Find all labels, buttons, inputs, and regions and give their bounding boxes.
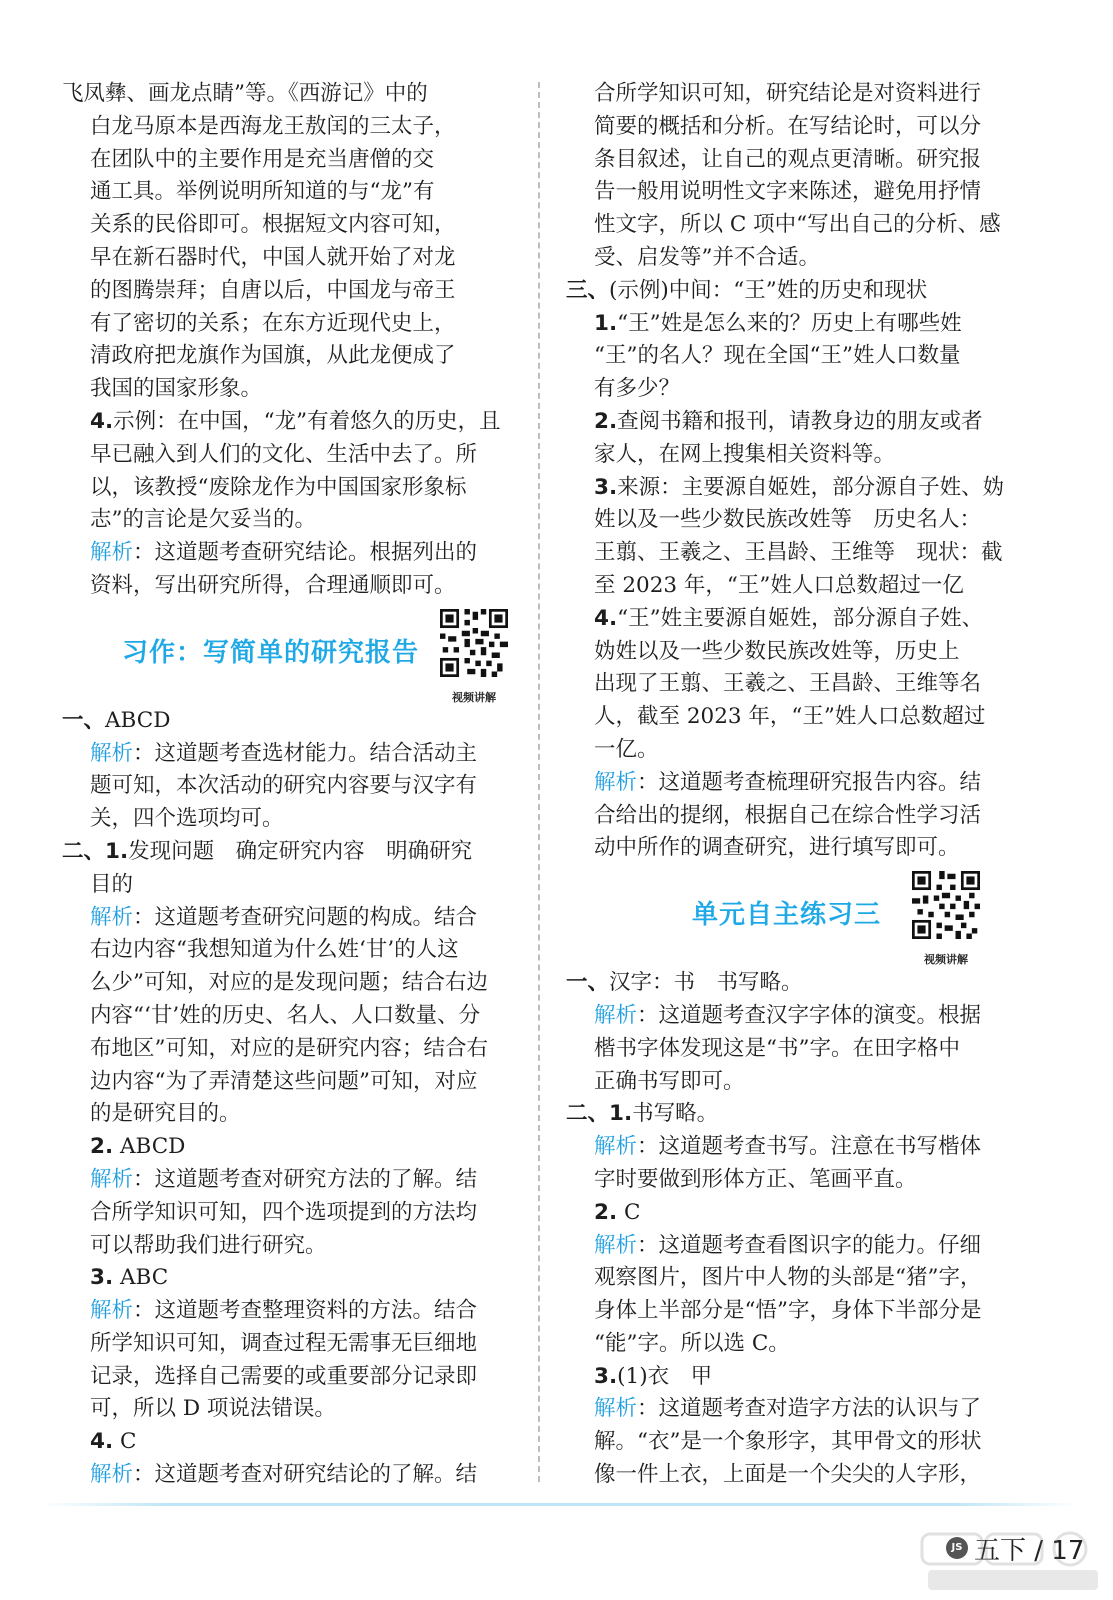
text-line: 清政府把龙旗作为国旗，从此龙便成了: [90, 343, 456, 369]
question-number: 4.: [90, 1429, 114, 1455]
analysis-label: 解析: [90, 1298, 134, 1324]
page-number: [946, 1528, 1084, 1568]
conclusion-paragraph: [566, 78, 1018, 275]
text-line: 早已融入到人们的文化、生活中去了。所: [90, 441, 478, 467]
answer-text: C: [623, 1199, 641, 1225]
text-line: 合给出的提纲，根据自己在综合性学习活: [594, 802, 982, 828]
text-line: ：这道题考查看图识字的能力。仔细: [637, 1232, 982, 1258]
text-line: 身体上半部分是“悟”字，身体下半部分是: [594, 1298, 982, 1324]
question-number: 2.: [594, 1199, 618, 1225]
text-line: 有多少？: [594, 376, 681, 402]
analysis-label: 解析: [594, 1232, 638, 1258]
footer-rule: [40, 1503, 1080, 1506]
analysis-label: 解析: [594, 1134, 638, 1160]
answer-text: C: [119, 1429, 137, 1455]
text-line: 关系的民俗即可。根据短文内容可知，: [90, 212, 456, 238]
qr-caption: 视频讲解: [924, 952, 968, 966]
column-divider: [538, 82, 540, 1482]
section-title: 单元自主练习三: [692, 900, 882, 931]
question-number: 4.: [90, 408, 114, 434]
text-line: 性文字，所以 C 项中“写出自己的分析、感: [594, 212, 1001, 238]
text-line: 合所学知识可知，研究结论是对资料进行: [594, 81, 982, 106]
text-line: ：这道题考查对研究结论的了解。结: [133, 1462, 478, 1488]
text-line: ：这道题考查梳理研究报告内容。结: [637, 769, 982, 795]
text-line: 么少”可知，对应的是发现问题；结合右边: [90, 970, 488, 996]
text-line: 所学知识可知，调查过程无需事无巨细地: [90, 1330, 478, 1356]
text-line: 告一般用说明性文字来陈述，避免用抒情: [594, 179, 982, 205]
section-header-writing: [62, 609, 512, 704]
text-line: 志”的言论是欠妥当的。: [90, 507, 316, 533]
text-line: “能”字。所以选 C。: [594, 1330, 790, 1356]
analysis-label: 解析: [90, 1462, 134, 1488]
part-prefix: 三、: [566, 277, 610, 303]
text-line: (示例)中间：“王”姓的历史和现状: [609, 277, 928, 303]
unit-part-one: [566, 967, 1018, 1098]
text-line: 有了密切的关系；在东方近现代史上，: [90, 310, 456, 336]
text-line: 可以帮助我们进行研究。: [90, 1232, 327, 1258]
text-line: 资料，写出研究所得，合理通顺即可。: [90, 572, 456, 598]
analysis-label: 解析: [90, 540, 134, 566]
text-line: 字时要做到形体方正、笔画平直。: [594, 1166, 917, 1192]
answer-text: 汉字：书 书写略。: [609, 970, 803, 996]
part-prefix: 二、: [566, 1101, 610, 1127]
text-line: 动中所作的调查研究，进行填写即可。: [594, 835, 960, 861]
text-line: 正确书写即可。: [594, 1068, 745, 1094]
text-line: 楷书字体发现这是“书”字。在田字格中: [594, 1035, 960, 1061]
analysis-label: 解析: [90, 740, 134, 766]
part-one: [62, 705, 512, 836]
analysis-label: 解析: [90, 1166, 134, 1192]
qr-code-icon[interactable]: [912, 871, 980, 939]
right-column: [566, 78, 1018, 1492]
section-title: 习作：写简单的研究报告: [122, 637, 420, 668]
text-line: 题可知，本次活动的研究内容要与汉字有: [90, 773, 478, 799]
text-line: 的是研究目的。: [90, 1101, 241, 1127]
dragon-paragraph: [62, 78, 512, 406]
qr-code-icon[interactable]: [440, 609, 508, 677]
text-line: 家人，在网上搜集相关资料等。: [594, 441, 896, 467]
qr-caption: 视频讲解: [452, 690, 496, 704]
text-line: 姓以及一些少数民族改姓等 历史名人：: [594, 507, 982, 533]
text-line: “王”姓主要源自姬姓，部分源自子姓、: [617, 605, 984, 631]
text-line: ：这道题考查研究结论。根据列出的: [133, 540, 478, 566]
text-line: ：这道题考查汉字字体的演变。根据: [637, 1002, 982, 1028]
qr-code-block[interactable]: [910, 871, 982, 968]
section-header-unit-practice: [566, 871, 1018, 966]
page-label: 五下 / 17: [974, 1535, 1085, 1566]
analysis-label: 解析: [594, 1396, 638, 1422]
question-number: 1.: [594, 310, 618, 336]
text-line: 内容“‘甘’姓的历史、名人、人口数量、分: [90, 1002, 481, 1028]
question-number: 3.: [594, 1363, 618, 1389]
left-column: [62, 78, 512, 1492]
text-line: 我国的国家形象。: [90, 376, 263, 402]
text-line: 记录，选择自己需要的或重要部分记录即: [90, 1363, 478, 1389]
text-line: 出现了王翦、王羲之、王昌龄、王维等名: [594, 671, 982, 697]
answer-text: ABCD: [119, 1134, 186, 1160]
text-line: 白龙马原本是西海龙王敖闰的三太子，: [90, 113, 456, 139]
text-line: ：这道题考查选材能力。结合活动主: [133, 740, 478, 766]
text-line: 简要的概括和分析。在写结论时，可以分: [594, 113, 982, 139]
text-line: 布地区”可知，对应的是研究内容；结合右: [90, 1035, 488, 1061]
text-line: 右边内容“我想知道为什么姓‘甘’的人这: [90, 937, 459, 963]
analysis-label: 解析: [594, 1002, 638, 1028]
qr-code-block[interactable]: [438, 609, 510, 706]
text-line: 发现问题 确定研究内容 明确研究: [128, 838, 473, 864]
text-line: ：这道题考查研究问题的构成。结合: [133, 904, 478, 930]
question-number: 2.: [90, 1134, 114, 1160]
text-line: 的图腾崇拜；自唐以后，中国龙与帝王: [90, 277, 456, 303]
text-line: 目的: [90, 871, 134, 897]
answer-text: ABCD: [105, 707, 171, 733]
part-prefix: 二、: [62, 838, 106, 864]
text-line: ：这道题考查对研究方法的了解。结: [133, 1166, 478, 1192]
part-prefix: 一、: [566, 970, 610, 996]
text-line: 边内容“为了弄清楚这些问题”可知，对应: [90, 1068, 478, 1094]
question-4: [62, 406, 512, 603]
text-line: 早在新石器时代，中国人就开始了对龙: [90, 244, 456, 270]
text-line: 关，四个选项均可。: [90, 806, 284, 832]
text-line: 以，该教授“废除龙作为中国国家形象标: [90, 474, 467, 500]
unit-part-two: [566, 1098, 1018, 1492]
question-number: 3.: [90, 1265, 114, 1291]
text-line: 王翦、王羲之、王昌龄、王维等 现状：截: [594, 540, 1003, 566]
text-line: 像一件上衣，上面是一个尖尖的人字形，: [594, 1462, 982, 1488]
analysis-label: 解析: [90, 904, 134, 930]
text-line: 示例：在中国，“龙”有着悠久的历史，且: [113, 408, 501, 434]
text-line: 受、启发等”并不合适。: [594, 244, 820, 270]
text-line: “王”姓是怎么来的？历史上有哪些姓: [617, 310, 962, 336]
province-badge-icon: JS: [946, 1537, 968, 1559]
text-line: “王”的名人？现在全国“王”姓人口数量: [594, 343, 961, 369]
text-line: 条目叙述，让自己的观点更清晰。研究报: [594, 146, 982, 172]
text-line: ：这道题考查整理资料的方法。结合: [133, 1298, 478, 1324]
answer-text: ABC: [119, 1265, 169, 1291]
text-line: 通工具。举例说明所知道的与“龙”有: [90, 179, 435, 205]
part-two: [62, 836, 512, 1492]
analysis-label: 解析: [594, 769, 638, 795]
text-line: 解。“衣”是一个象形字，其甲骨文的形状: [594, 1429, 982, 1455]
text-line: 查阅书籍和报刊，请教身边的朋友或者: [617, 408, 983, 434]
question-number: 3.: [594, 474, 618, 500]
text-line: 人，截至 2023 年，“王”姓人口总数超过: [594, 704, 986, 730]
text-line: 在团队中的主要作用是充当唐僧的交: [90, 146, 435, 172]
text-line: 来源：主要源自姬姓，部分源自子姓、妫: [617, 474, 1005, 500]
part-prefix: 一、: [62, 707, 106, 733]
question-number: 2.: [594, 408, 618, 434]
answer-text: (1)衣 甲: [617, 1363, 713, 1389]
answer-text: 书写略。: [632, 1101, 719, 1127]
text-line: ：这道题考查书写。注意在书写楷体: [637, 1134, 982, 1160]
text-line: 一亿。: [594, 736, 659, 762]
question-number: 1.: [609, 1101, 633, 1127]
text-line: 观察图片，图片中人物的头部是“猪”字，: [594, 1265, 982, 1291]
part-three: [566, 275, 1018, 865]
text-line: 妫姓以及一些少数民族改姓等，历史上: [594, 638, 960, 664]
question-number: 4.: [594, 605, 618, 631]
text-line: 可，所以 D 项说法错误。: [90, 1396, 336, 1422]
text-line: 至 2023 年，“王”姓人口总数超过一亿: [594, 572, 964, 598]
question-number: 1.: [105, 838, 129, 864]
text-line: 合所学知识可知，四个选项提到的方法均: [90, 1199, 478, 1225]
text-line: ：这道题考查对造字方法的认识与了: [637, 1396, 982, 1422]
text-line: 飞凤彝、画龙点睛”等。《西游记》中的: [62, 81, 428, 106]
